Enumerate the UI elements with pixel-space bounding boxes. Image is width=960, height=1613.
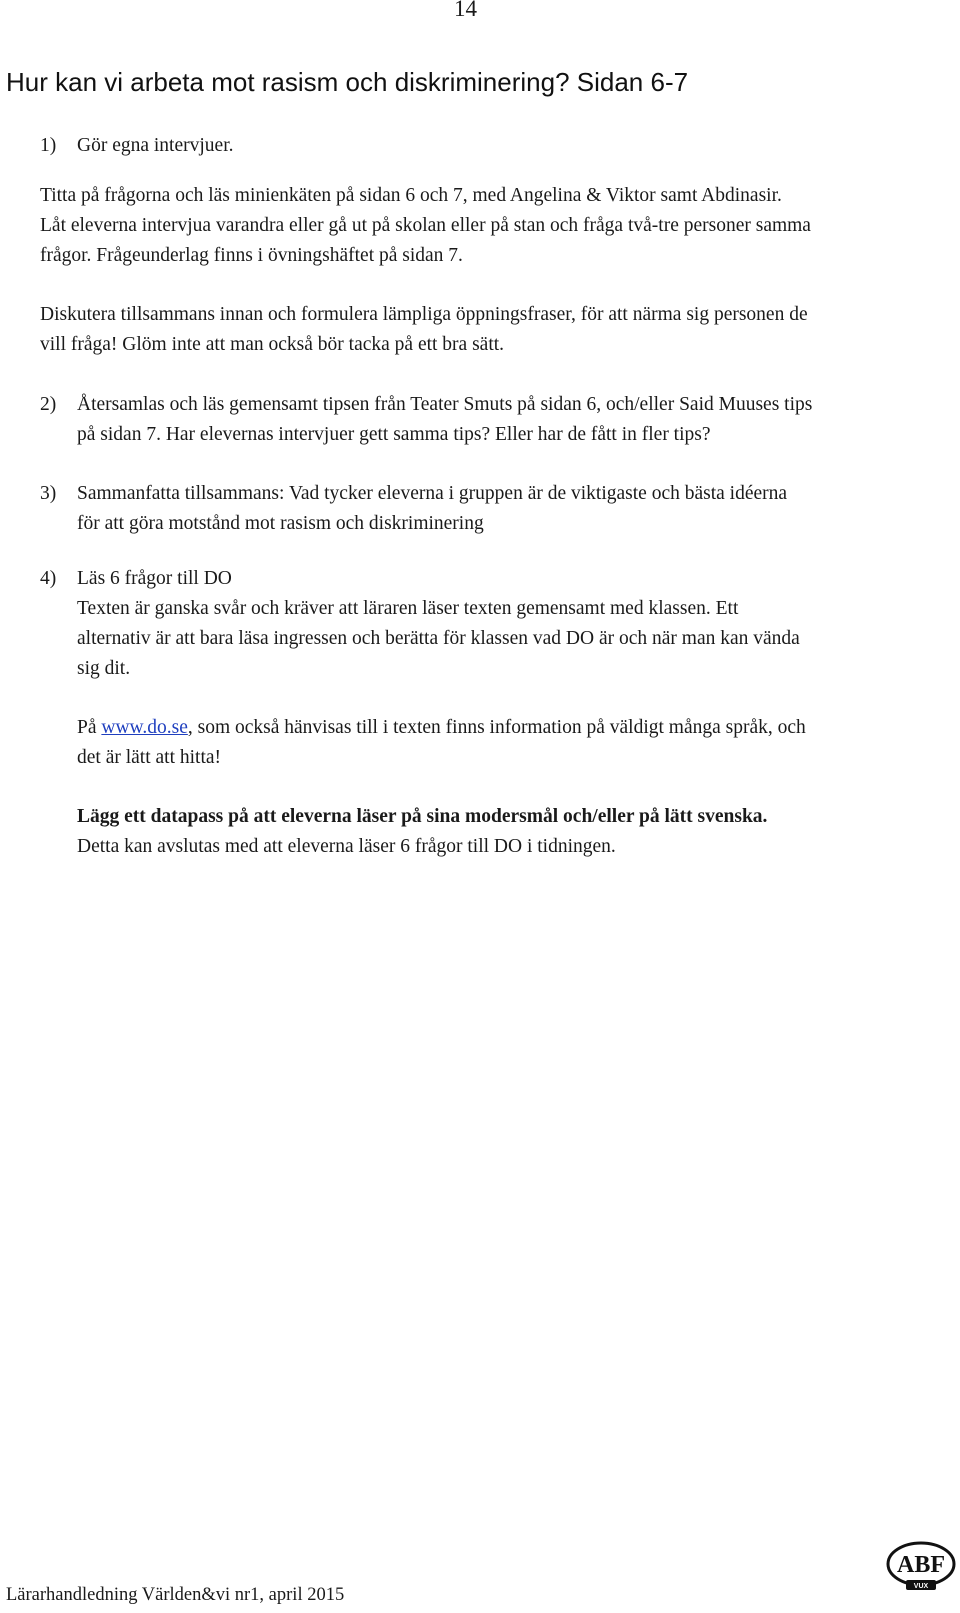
item-1-number: 1) <box>40 135 57 156</box>
item-4-text <box>77 564 947 684</box>
item-4-title: Läs 6 frågor till DO <box>77 568 232 589</box>
item-1-title: Gör egna intervjuer. <box>77 135 234 156</box>
paragraph-2 <box>40 300 950 360</box>
footer-text: Lärarhandledning Världen&vi nr1, april 2015 <box>6 1585 345 1605</box>
link-paragraph-line-2: det är lätt att hitta! <box>77 747 222 768</box>
item-4-line-1: Texten är ganska svår och kräver att läraren läser texten gemensamt med klassen. Ett <box>77 598 739 619</box>
item-4-line-2: alternativ är att bara läsa ingressen och berätta för klassen vad DO är och när man kan vända <box>77 628 800 649</box>
item-4-number: 4) <box>40 568 57 589</box>
paragraph-1-line-1: Titta på frågorna och läs minienkäten på sidan 6 och 7, med Angelina & Viktor samt Abdinasir. <box>40 185 782 206</box>
item-4-line-3: sig dit. <box>77 658 131 679</box>
paragraph-1-line-2: Låt eleverna intervjua varandra eller gå ut på skolan eller på stan och fråga två-tre personer samma <box>40 215 811 236</box>
paragraph-2-line-2: vill fråga! Glöm inte att man också bör tacka på ett bra sätt. <box>40 334 505 355</box>
link-paragraph-line-1 <box>77 713 947 743</box>
item-3-text <box>77 479 947 539</box>
item-2-line-2: på sidan 7. Har elevernas intervjuer gett samma tips? Eller har de fått in fler tips? <box>77 424 711 445</box>
paragraph-2-line-1: Diskutera tillsammans innan och formulera lämpliga öppningsfraser, för att närma sig personen de <box>40 304 808 325</box>
link-suffix: , som också hänvisas till i texten finns information på väldigt många språk, och <box>187 717 806 738</box>
do-website-link[interactable]: www.do.se <box>101 717 188 738</box>
final-paragraph-bold: Lägg ett datapass på att eleverna läser på sina modersmål och/eller på lätt svenska. <box>77 806 768 827</box>
item-2-line-1: Återsamlas och läs gemensamt tipsen från Teater Smuts på sidan 6, och/eller Said Muuses tips <box>77 394 813 415</box>
abf-logo-text: ABF <box>897 1552 945 1578</box>
item-3-number: 3) <box>40 483 57 504</box>
abf-logo-subtext: VUX <box>913 1583 929 1590</box>
paragraph-1 <box>40 181 950 271</box>
final-paragraph <box>77 802 947 862</box>
item-2-number: 2) <box>40 394 57 415</box>
item-3-line-2: för att göra motstånd mot rasism och diskriminering <box>77 513 484 534</box>
link-prefix: På <box>77 717 102 738</box>
paragraph-1-line-3: frågor. Frågeunderlag finns i övningshäftet på sidan 7. <box>40 245 463 266</box>
item-2-text <box>77 390 947 450</box>
abf-logo <box>886 1540 956 1592</box>
final-paragraph-line-2: Detta kan avslutas med att eleverna läser 6 frågor till DO i tidningen. <box>77 836 616 857</box>
page-heading: Hur kan vi arbeta mot rasism och diskriminering? Sidan 6-7 <box>6 67 689 97</box>
page-number: 14 <box>454 0 477 21</box>
link-paragraph <box>77 713 947 773</box>
item-3-line-1: Sammanfatta tillsammans: Vad tycker eleverna i gruppen är de viktigaste och bästa idéerna <box>77 483 788 504</box>
